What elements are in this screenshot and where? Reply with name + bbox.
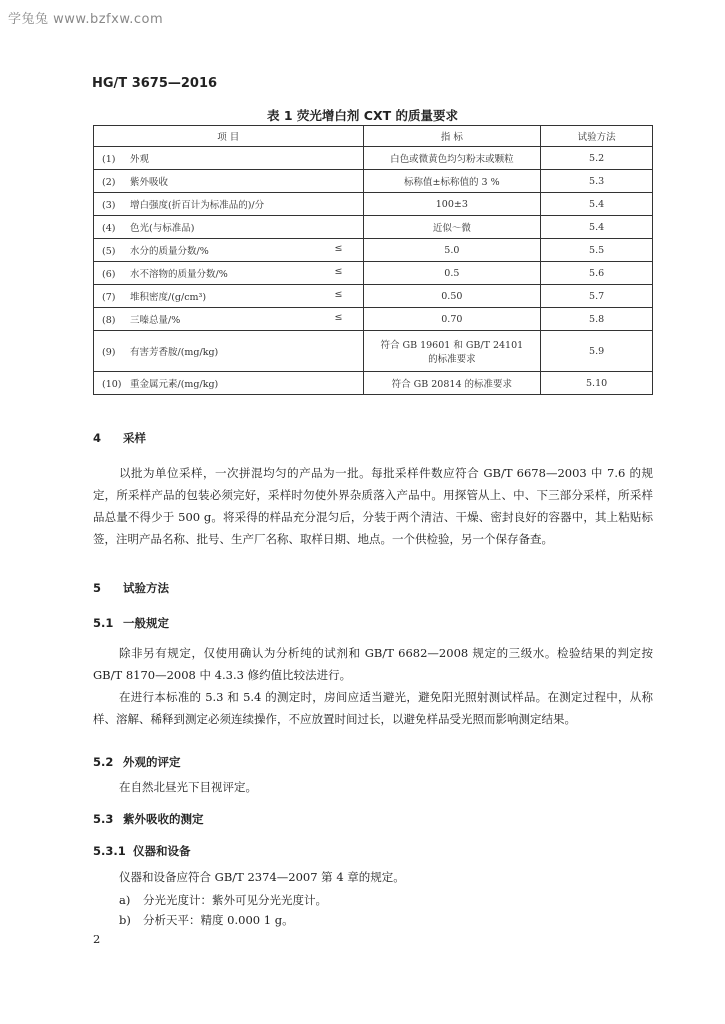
row-spec-text: 0.5 bbox=[444, 267, 460, 279]
row-method: 5.8 bbox=[541, 308, 653, 331]
row-item bbox=[94, 262, 364, 285]
row-item-label: 外观 bbox=[130, 154, 150, 165]
row-operator: ≤ bbox=[334, 243, 343, 254]
row-number: (8) bbox=[102, 315, 116, 326]
row-number: (6) bbox=[102, 269, 116, 280]
table-header-row bbox=[94, 126, 653, 147]
table-row bbox=[94, 372, 653, 395]
row-spec-text: 白色或微黄色均匀粉末或颗粒 bbox=[390, 154, 514, 165]
standard-code: HG/T 3675—2016 bbox=[92, 76, 218, 91]
row-item bbox=[94, 170, 364, 193]
section-5-2-paragraph: 在自然北昼光下目视评定。 bbox=[119, 780, 257, 794]
quality-requirements-table bbox=[93, 125, 653, 395]
row-spec-text-line2: 的标准要求 bbox=[428, 354, 476, 365]
row-spec-text: 符合 GB 19601 和 GB/T 24101 bbox=[380, 340, 524, 351]
list-item-b: b) 分析天平：精度 0.000 1 g。 bbox=[119, 913, 294, 927]
row-spec-text: 近似～微 bbox=[432, 223, 471, 234]
row-method: 5.5 bbox=[541, 239, 653, 262]
row-number: (7) bbox=[102, 292, 116, 303]
list-item-a: a) 分光光度计：紫外可见分光光度计。 bbox=[119, 893, 327, 907]
row-item-label: 水分的质量分数/% bbox=[130, 246, 209, 257]
row-spec bbox=[363, 331, 541, 372]
section-4-paragraph: 以批为单位采样，一次拼混均匀的产品为一批。每批采样件数应符合 GB/T 6678—2003 中 7.6 的规定，所采样产品的包装必须完好，采样时勿使外界杂质落入产品中。用探管从上、中、下三部分采样，所采样品总量不得少于 500 g。将采得的样品充分混匀后，分装于两个清洁、干燥、密封良好的容器中，其上粘贴标签，注明产品名称、批号、生产厂名称、取样日期、地点。一个供检验，另一个保存备查。 bbox=[93, 466, 653, 546]
row-operator: ≤ bbox=[334, 266, 343, 277]
page-number: 2 bbox=[93, 932, 101, 946]
row-spec bbox=[363, 262, 541, 285]
row-number: (5) bbox=[102, 246, 116, 257]
row-item-label: 三嗪总量/% bbox=[130, 315, 181, 326]
row-method: 5.10 bbox=[541, 372, 653, 395]
table-row bbox=[94, 308, 653, 331]
row-item bbox=[94, 331, 364, 372]
row-spec bbox=[363, 372, 541, 395]
row-spec-text: 5.0 bbox=[444, 244, 460, 256]
header-item: 项 目 bbox=[94, 126, 364, 147]
row-number: (10) bbox=[102, 379, 122, 390]
section-5-3-heading: 5.3 紫外吸收的测定 bbox=[93, 812, 204, 826]
row-item-label: 堆积密度/(g/cm³) bbox=[130, 292, 207, 303]
section-5-1-paragraph-1: 除非另有规定，仅使用确认为分析纯的试剂和 GB/T 6682—2008 规定的三级水。检验结果的判定按 GB/T 8170—2008 中 4.3.3 修约值比较法进行。 bbox=[93, 646, 653, 682]
section-5-heading: 5 试验方法 bbox=[93, 581, 169, 595]
row-number: (1) bbox=[102, 154, 116, 165]
row-item-label: 水不溶物的质量分数/% bbox=[130, 269, 228, 280]
row-item bbox=[94, 285, 364, 308]
section-5-1-heading: 5.1 一般规定 bbox=[93, 616, 169, 630]
section-5-3-1-heading: 5.3.1 仪器和设备 bbox=[93, 844, 191, 858]
row-item bbox=[94, 216, 364, 239]
table-row bbox=[94, 193, 653, 216]
row-spec bbox=[363, 285, 541, 308]
row-number: (4) bbox=[102, 223, 116, 234]
row-spec bbox=[363, 216, 541, 239]
table-row bbox=[94, 147, 653, 170]
row-item-label: 增白强度(折百计为标准品的)/分 bbox=[130, 200, 265, 211]
row-spec-text: 符合 GB 20814 的标准要求 bbox=[391, 379, 513, 390]
table-title: 表 1 荧光增白剂 CXT 的质量要求 bbox=[267, 108, 458, 123]
row-item bbox=[94, 147, 364, 170]
row-number: (9) bbox=[102, 347, 116, 358]
row-spec bbox=[363, 193, 541, 216]
row-operator: ≤ bbox=[334, 312, 343, 323]
section-5-2-heading: 5.2 外观的评定 bbox=[93, 755, 181, 769]
row-item bbox=[94, 308, 364, 331]
row-spec bbox=[363, 308, 541, 331]
row-item bbox=[94, 193, 364, 216]
table-row bbox=[94, 285, 653, 308]
row-method: 5.2 bbox=[541, 147, 653, 170]
row-spec bbox=[363, 147, 541, 170]
row-spec bbox=[363, 170, 541, 193]
table-row bbox=[94, 262, 653, 285]
row-item-label: 色光(与标准品) bbox=[130, 223, 195, 234]
table-row bbox=[94, 239, 653, 262]
section-5-1-paragraph-2: 在进行本标准的 5.3 和 5.4 的测定时，房间应适当避光，避免阳光照射测试样品。在测定过程中，从称样、溶解、稀释到测定必须连续操作，不应放置时间过长，以避免样品受光照而影响测定结果。 bbox=[93, 690, 653, 726]
row-item bbox=[94, 239, 364, 262]
header-spec: 指 标 bbox=[363, 126, 541, 147]
section-4-heading: 4 采样 bbox=[93, 431, 146, 445]
row-number: (3) bbox=[102, 200, 116, 211]
table-row bbox=[94, 331, 653, 372]
row-spec-text: 0.50 bbox=[441, 290, 463, 302]
table-row bbox=[94, 170, 653, 193]
row-operator: ≤ bbox=[334, 289, 343, 300]
row-item-label: 紫外吸收 bbox=[130, 177, 169, 188]
row-method: 5.4 bbox=[541, 193, 653, 216]
table-row bbox=[94, 216, 653, 239]
row-item bbox=[94, 372, 364, 395]
watermark: 学兔兔 www.bzfxw.com bbox=[8, 12, 164, 27]
section-5-3-1-paragraph: 仪器和设备应符合 GB/T 2374—2007 第 4 章的规定。 bbox=[119, 870, 405, 884]
row-item-label: 重金属元素/(mg/kg) bbox=[130, 379, 219, 390]
header-method: 试验方法 bbox=[541, 126, 653, 147]
row-spec-text: 标称值±标称值的 3 % bbox=[404, 177, 500, 188]
row-method: 5.3 bbox=[541, 170, 653, 193]
row-method: 5.4 bbox=[541, 216, 653, 239]
row-method: 5.9 bbox=[541, 331, 653, 372]
row-method: 5.7 bbox=[541, 285, 653, 308]
row-item-label: 有害芳香胺/(mg/kg) bbox=[130, 347, 219, 358]
row-spec-text: 0.70 bbox=[441, 313, 463, 325]
row-spec-text: 100±3 bbox=[435, 198, 468, 210]
row-method: 5.6 bbox=[541, 262, 653, 285]
row-spec bbox=[363, 239, 541, 262]
row-number: (2) bbox=[102, 177, 116, 188]
